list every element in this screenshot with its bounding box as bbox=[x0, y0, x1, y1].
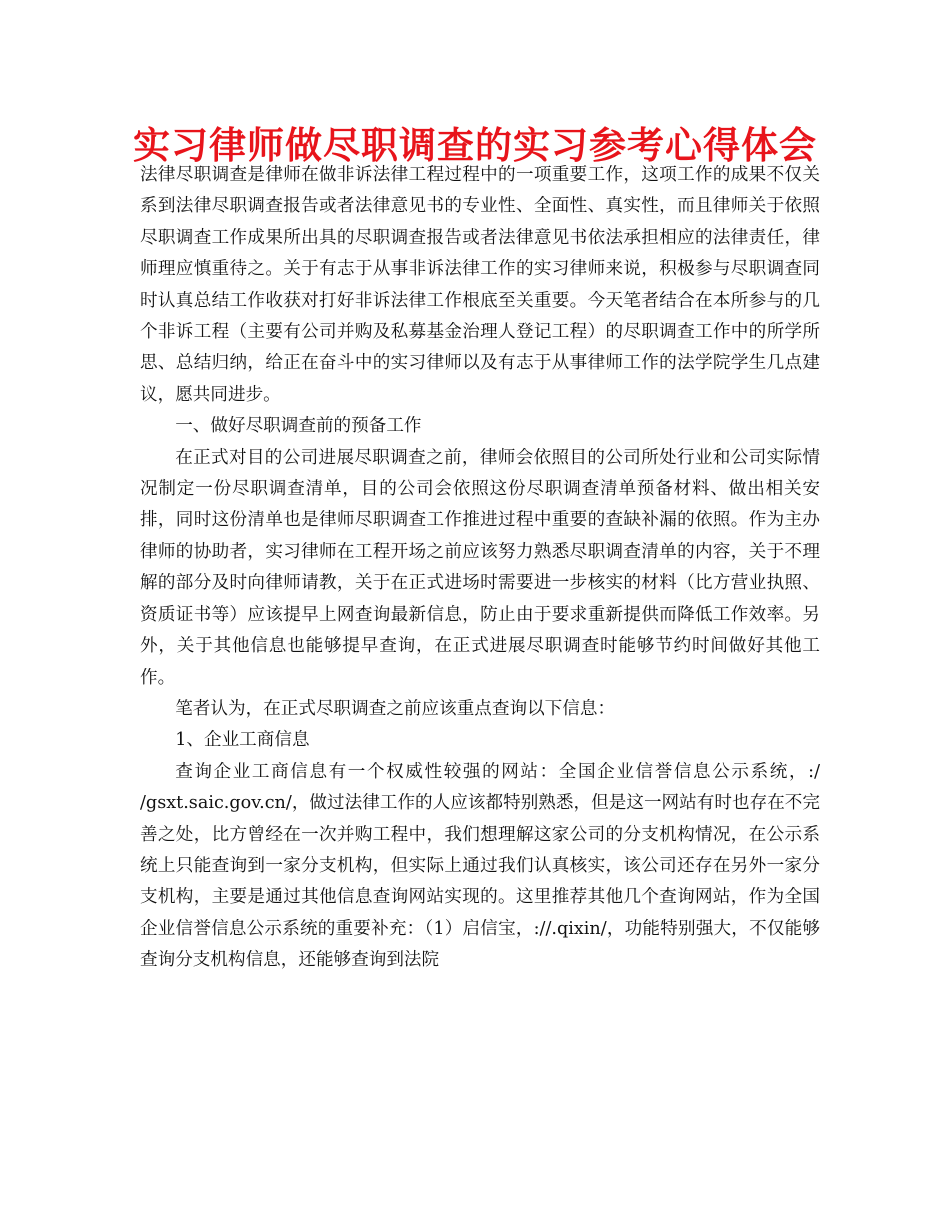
section-heading-preparation: 一、做好尽职调查前的预备工作 bbox=[175, 416, 422, 437]
paragraph-preparation: 在正式对目的公司进展尽职调查之前，律师会依照目的公司所处行业和公司实际情况制定一份尽职调查清单，目的公司会依照这份尽职调查清单预备材料、做出相关安排，同时这份清单也是律师尽职调查工作推进过程中重要的查缺补漏的依照。作为主办律师的协助者，实习律师在工程开场之前应该努力熟悉尽职调查清单的内容，关于不理解的部分及时向律师请教，关于在正式进场时需要进一步核实的材料（比方营业执照、资质证书等）应该提早上网查询最新信息，防止由于要求重新提供而降低工作效率。另外，关于其他信息也能够提早查询，在正式进展尽职调查时能够节约时间做好其他工作。 bbox=[140, 447, 820, 688]
document-title: 实习律师做尽职调查的实习参考心得体会 bbox=[133, 124, 817, 167]
paragraph-intro: 法律尽职调查是律师在做非诉法律工程过程中的一项重要工作，这项工作的成果不仅关系到法律尽职调查报告或者法律意见书的专业性、全面性、真实性，而且律师关于依照尽职调查工作成果所出具的尽职调查报告或者法律意见书依法承担相应的法律责任，律师理应慎重待之。关于有志于从事非诉法律工作的实习律师来说，积极参与尽职调查同时认真总结工作收获对打好非诉法律工作根底至关重要。今天笔者结合在本所参与的几个非诉工程（主要有公司并购及私募基金治理人登记工程）的尽职调查工作中的所学所思、总结归纳，给正在奋斗中的实习律师以及有志于从事律师工作的法学院学生几点建议，愿共同进步。 bbox=[140, 165, 820, 405]
paragraph-business-info: 查询企业工商信息有一个权威性较强的网站：全国企业信誉信息公示系统，:/ /gsxt.saic.gov.cn/，做过法律工作的人应该都特别熟悉，但是这一网站有时也存在不完善之处，比方曾经在一次并购工程中，我们想理解这家公司的分支机构情况，在公示系统上只能查询到一家分支机构，但实际上通过我们认真核实，该公司还存在另外一家分支机构，主要是通过其他信息查询网站实现的。这里推荐其他几个查询网站，作为全国企业信誉信息公示系统的重要补充：（1）启信宝，://.qixin/，功能特别强大，不仅能够查询分支机构信息，还能够查询到法院 bbox=[140, 761, 820, 971]
document-body bbox=[140, 160, 820, 977]
subheading-business-info: 1、企业工商信息 bbox=[175, 730, 310, 751]
paragraph-key-info: 笔者认为，在正式尽职调查之前应该重点查询以下信息： bbox=[175, 698, 616, 719]
